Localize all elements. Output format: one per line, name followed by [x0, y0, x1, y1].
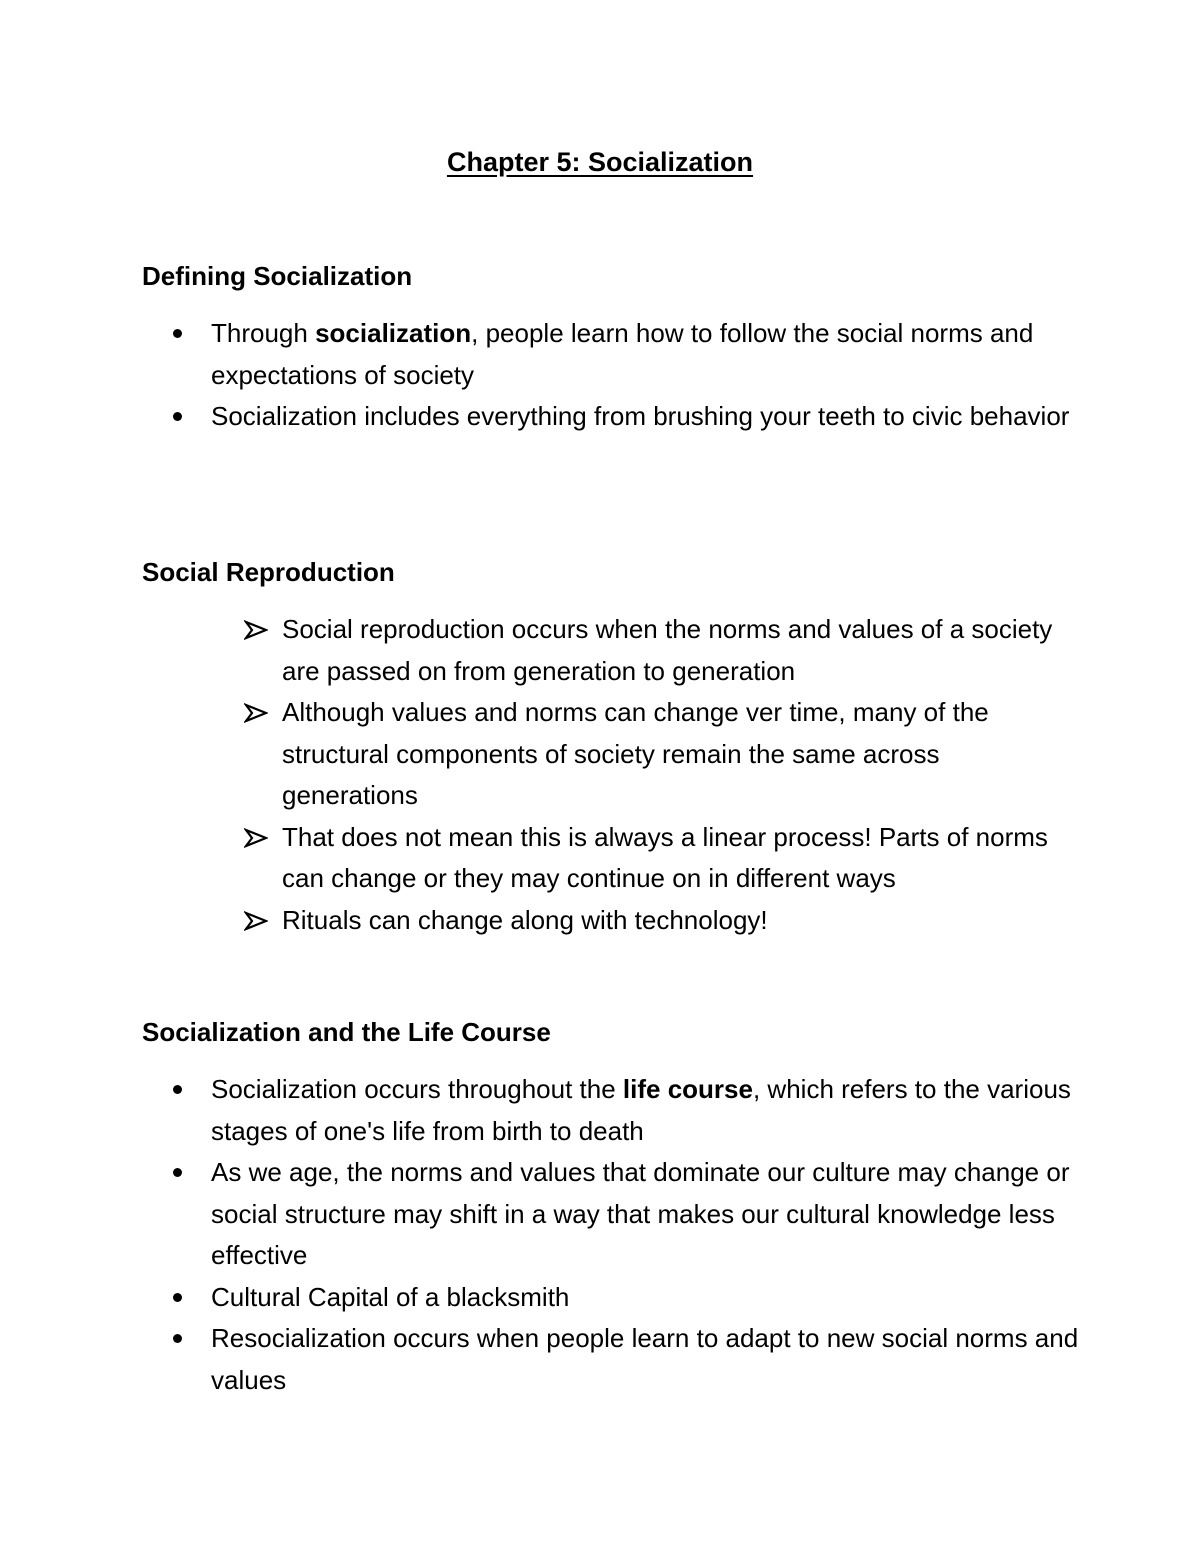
list-item: Socialization occurs throughout the life course, which refers to the various stages of one's life from birth to death — [211, 1069, 1091, 1152]
list-item: As we age, the norms and values that dominate our culture may change or social structure may shift in a way that makes our cultural knowledge less effective — [211, 1152, 1091, 1277]
bullet-dot-icon — [173, 396, 187, 438]
life-course-list — [211, 1069, 1091, 1401]
arrowhead-bullet-icon — [244, 609, 270, 651]
arrowhead-bullet-icon — [244, 817, 270, 859]
list-item: Socialization includes everything from brushing your teeth to civic behavior — [211, 396, 1091, 438]
bullet-dot-icon — [173, 1152, 187, 1194]
bullet-dot-icon — [173, 1069, 187, 1111]
section-heading-life-course: Socialization and the Life Course — [142, 1017, 551, 1047]
bullet-dot-icon — [173, 313, 187, 355]
defining-socialization-list — [211, 313, 1091, 438]
list-item: Through socialization, people learn how to follow the social norms and expectations of society — [211, 313, 1091, 396]
section-heading-defining-socialization: Defining Socialization — [142, 261, 413, 291]
social-reproduction-list — [282, 609, 1072, 941]
bullet-dot-icon — [173, 1277, 187, 1319]
list-item: Resocialization occurs when people learn to adapt to new social norms and values — [211, 1318, 1091, 1401]
arrowhead-bullet-icon — [244, 692, 270, 734]
page-title: Chapter 5: Socialization — [446, 147, 754, 177]
list-item: Social reproduction occurs when the norms and values of a society are passed on from generation to generation — [282, 609, 1072, 692]
list-item: Cultural Capital of a blacksmith — [211, 1277, 1091, 1319]
list-item: Rituals can change along with technology! — [282, 900, 1072, 942]
list-item: That does not mean this is always a linear process! Parts of norms can change or they may continue on in different ways — [282, 817, 1072, 900]
section-heading-social-reproduction: Social Reproduction — [142, 557, 395, 587]
list-item: Although values and norms can change ver time, many of the structural components of society remain the same across generations — [282, 692, 1072, 817]
bullet-dot-icon — [173, 1318, 187, 1360]
arrowhead-bullet-icon — [244, 900, 270, 942]
